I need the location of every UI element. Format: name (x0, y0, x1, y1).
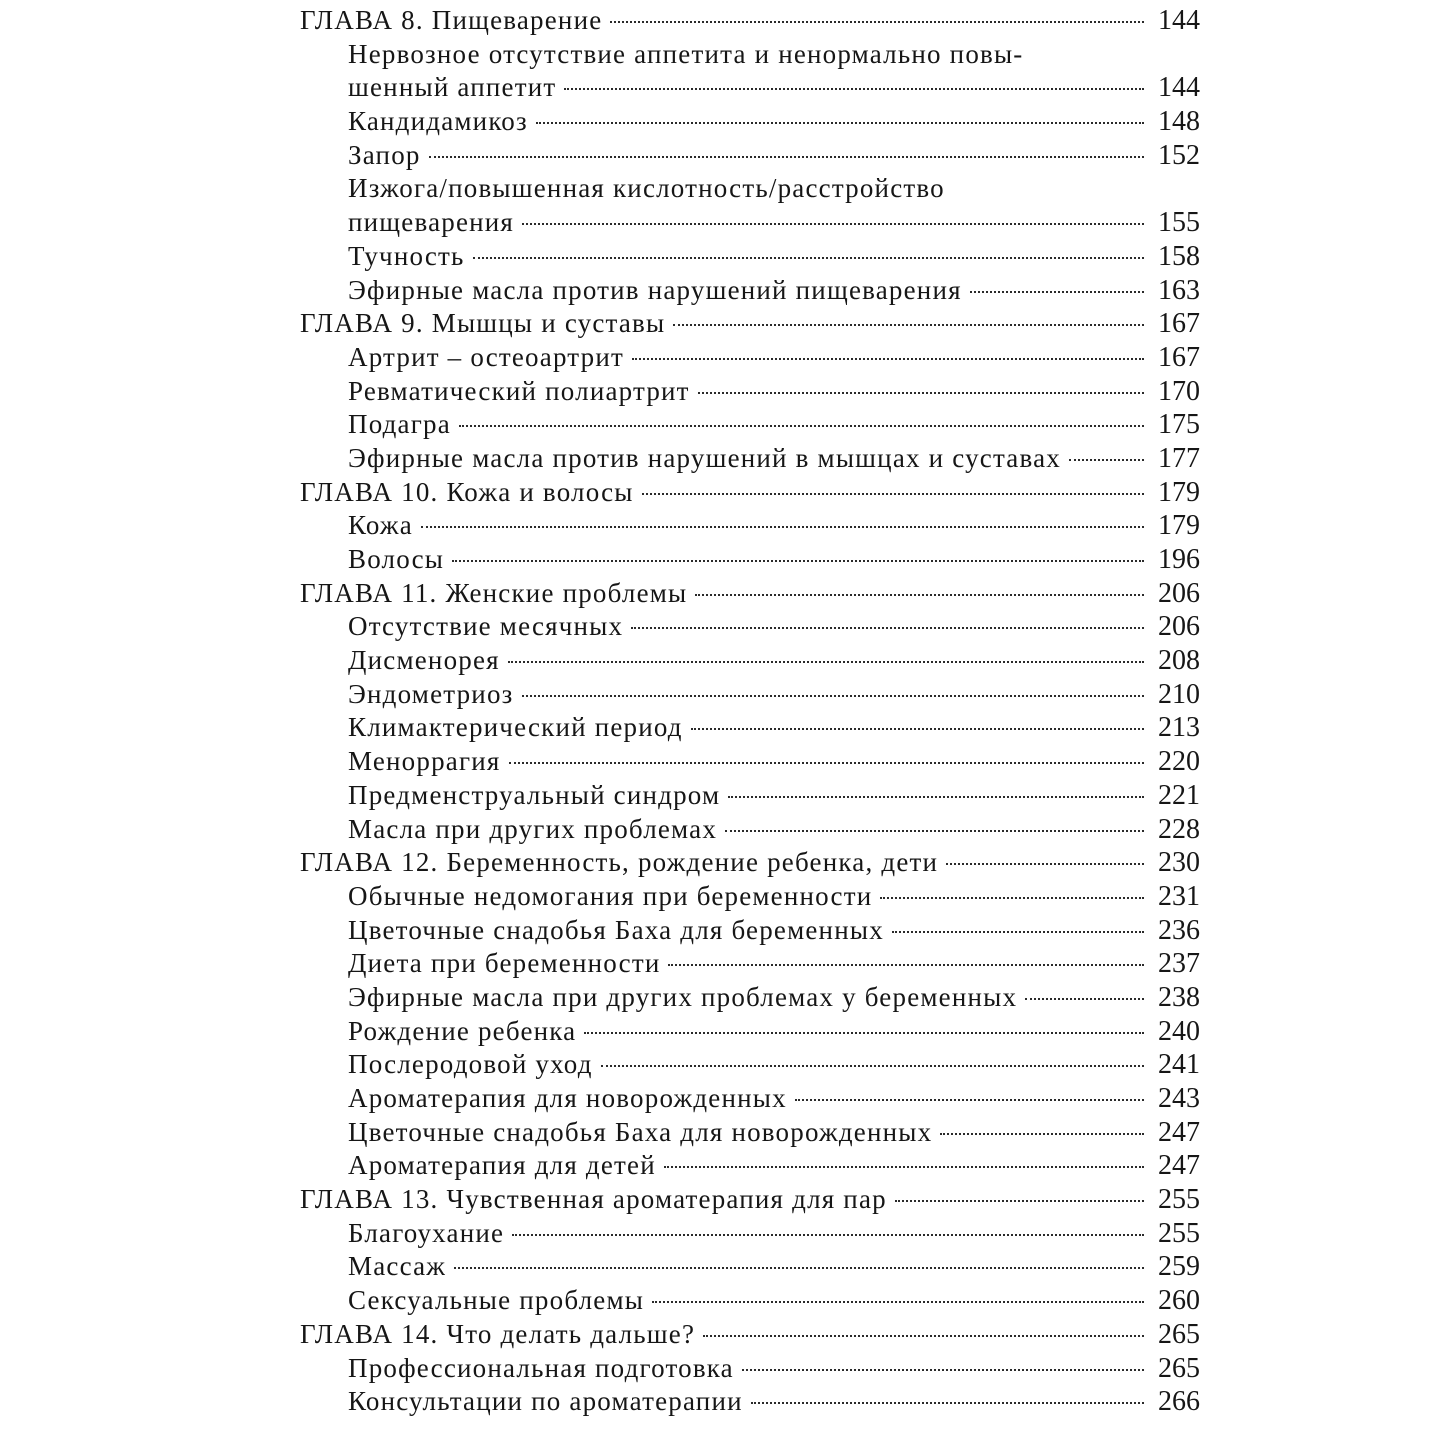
toc-section-row (300, 1284, 1200, 1318)
dot-leader (601, 1065, 1144, 1067)
dot-leader (632, 358, 1144, 360)
dot-leader (631, 627, 1144, 629)
toc-section-row (300, 1116, 1200, 1150)
toc-chapter-row (300, 476, 1200, 510)
toc-entry (348, 206, 1144, 240)
table-of-contents (300, 4, 1200, 1419)
toc-page-number: 175 (1158, 409, 1200, 441)
toc-page-number: 206 (1158, 577, 1200, 609)
toc-entry-title: Цветочные снадобья Баха для беременных (348, 914, 884, 945)
toc-page-number: 179 (1158, 476, 1200, 508)
toc-entry (348, 274, 1144, 308)
dot-leader (742, 1369, 1144, 1371)
dot-leader (522, 695, 1144, 697)
toc-section-row (300, 105, 1200, 139)
toc-page-number: 179 (1158, 510, 1200, 542)
toc-chapter-row (300, 577, 1200, 611)
toc-entry (300, 1183, 1144, 1217)
toc-page-number: 158 (1158, 240, 1200, 272)
toc-page-number: 228 (1158, 813, 1200, 845)
toc-entry-title: Ревматический полиартрит (348, 375, 690, 406)
toc-page-number: 152 (1158, 139, 1200, 171)
dot-leader (652, 1301, 1144, 1303)
toc-page-number: 170 (1158, 375, 1200, 407)
toc-entry (348, 240, 1144, 274)
toc-entry-title: Отсутствие месячных (348, 611, 624, 642)
toc-section-row (300, 813, 1200, 847)
toc-page-number: 259 (1158, 1251, 1200, 1283)
toc-entry-title: Обычные недомогания при беременности (348, 880, 873, 911)
toc-entry-title: ГЛАВА 14. Что делать дальше? (300, 1318, 696, 1349)
toc-section-row (300, 1149, 1200, 1183)
toc-entry (348, 711, 1144, 745)
toc-entry (348, 1116, 1144, 1150)
toc-page-number: 247 (1158, 1150, 1200, 1182)
dot-leader (946, 863, 1144, 865)
dot-leader (668, 964, 1144, 966)
toc-page-number: 163 (1158, 274, 1200, 306)
dot-leader (673, 324, 1144, 326)
dot-leader (1025, 998, 1144, 1000)
toc-entry-title: Рождение ребенка (348, 1015, 577, 1046)
toc-entry (348, 139, 1144, 173)
toc-entry (348, 1149, 1144, 1183)
dot-leader (452, 560, 1144, 562)
toc-section-row (300, 1385, 1200, 1419)
toc-chapter-row (300, 846, 1200, 880)
dot-leader (564, 88, 1144, 90)
toc-section-row (300, 172, 1200, 239)
dot-leader (642, 493, 1144, 495)
toc-entry (348, 1284, 1144, 1318)
toc-entry-title: Послеродовой уход (348, 1049, 593, 1080)
toc-section-row (300, 408, 1200, 442)
dot-leader (473, 257, 1144, 259)
toc-entry (348, 1385, 1144, 1419)
toc-section-row (300, 375, 1200, 409)
toc-entry-title: Масла при других проблемах (348, 813, 718, 844)
toc-entry (348, 779, 1144, 813)
dot-leader (698, 392, 1144, 394)
toc-page-number: 144 (1158, 4, 1200, 36)
dot-leader (454, 1267, 1144, 1269)
toc-entry-title: Цветочные снадобья Баха для новорожденных (348, 1116, 933, 1147)
toc-section-row (300, 644, 1200, 678)
toc-entry-title: Ароматерапия для детей (348, 1150, 656, 1181)
toc-entry-title: Тучность (348, 240, 465, 271)
toc-section-row (300, 610, 1200, 644)
toc-entry (348, 375, 1144, 409)
dot-leader (970, 291, 1144, 293)
toc-entry-title: Запор (348, 139, 421, 170)
toc-entry (348, 745, 1144, 779)
toc-entry (348, 1352, 1144, 1386)
toc-entry-title: ГЛАВА 12. Беременность, рождение ребенка, дети (300, 847, 939, 878)
toc-entry (348, 509, 1144, 543)
toc-entry (348, 71, 1144, 105)
toc-page-number: 167 (1158, 308, 1200, 340)
toc-entry (300, 476, 1144, 510)
toc-section-row (300, 274, 1200, 308)
toc-entry-title: Эндометриоз (348, 678, 514, 709)
dot-leader (421, 526, 1144, 528)
toc-page-number: 237 (1158, 948, 1200, 980)
dot-leader (695, 594, 1144, 596)
toc-chapter-row (300, 307, 1200, 341)
toc-entry-title: Артрит – остеоартрит (348, 341, 624, 372)
dot-leader (584, 1032, 1144, 1034)
toc-page-number: 231 (1158, 880, 1200, 912)
toc-page-number: 213 (1158, 712, 1200, 744)
toc-entry-title: шенный аппетит (348, 72, 557, 103)
toc-section-row (300, 1352, 1200, 1386)
toc-page-number: 167 (1158, 341, 1200, 373)
dot-leader (725, 830, 1144, 832)
dot-leader (895, 1200, 1144, 1202)
dot-leader (522, 223, 1144, 225)
toc-page-number: 230 (1158, 847, 1200, 879)
dot-leader (728, 796, 1144, 798)
toc-section-row (300, 1250, 1200, 1284)
toc-entry (348, 408, 1144, 442)
toc-entry (300, 1318, 1144, 1352)
toc-section-row (300, 779, 1200, 813)
toc-page-number: 255 (1158, 1217, 1200, 1249)
toc-entry (348, 914, 1144, 948)
toc-entry-title: Эфирные масла при других проблемах у беременных (348, 981, 1018, 1012)
toc-page-number: 210 (1158, 678, 1200, 710)
toc-entry (348, 880, 1144, 914)
dot-leader (751, 1402, 1144, 1404)
toc-page-number: 255 (1158, 1184, 1200, 1216)
toc-section-row (300, 880, 1200, 914)
toc-entry (300, 4, 1144, 38)
dot-leader (892, 931, 1144, 933)
toc-section-row (300, 509, 1200, 543)
toc-page-number: 144 (1158, 72, 1200, 104)
toc-section-row (300, 1217, 1200, 1251)
toc-section-row (300, 1048, 1200, 1082)
toc-entry-title: Диета при беременности (348, 948, 661, 979)
toc-entry-title: Дисменорея (348, 645, 500, 676)
toc-entry (348, 981, 1144, 1015)
toc-section-row (300, 914, 1200, 948)
toc-section-row (300, 38, 1200, 105)
toc-entry (348, 1015, 1144, 1049)
toc-page-number: 148 (1158, 106, 1200, 138)
toc-entry-title: Массаж (348, 1251, 447, 1282)
toc-page-number: 221 (1158, 779, 1200, 811)
toc-page-number: 196 (1158, 544, 1200, 576)
dot-leader (508, 661, 1144, 663)
toc-entry-title: Профессиональная подготовка (348, 1352, 734, 1383)
dot-leader (795, 1099, 1144, 1101)
toc-entry-title: Эфирные масла против нарушений в мышцах и суставах (348, 442, 1061, 473)
toc-entry (348, 105, 1144, 139)
toc-entry (348, 813, 1144, 847)
toc-chapter-row (300, 1183, 1200, 1217)
toc-entry-title: Ароматерапия для новорожденных (348, 1083, 787, 1114)
toc-section-row (300, 240, 1200, 274)
toc-chapter-row (300, 1318, 1200, 1352)
dot-leader (691, 728, 1144, 730)
dot-leader (610, 21, 1144, 23)
dot-leader (880, 897, 1144, 899)
toc-section-row (300, 1082, 1200, 1116)
toc-section-row (300, 543, 1200, 577)
toc-entry (300, 846, 1144, 880)
toc-section-row (300, 341, 1200, 375)
toc-page-number: 236 (1158, 914, 1200, 946)
toc-entry-title: Эфирные масла против нарушений пищеварения (348, 274, 962, 305)
toc-entry-title: Волосы (348, 544, 445, 575)
toc-page-number: 208 (1158, 645, 1200, 677)
toc-entry (348, 678, 1144, 712)
toc-page-number: 243 (1158, 1083, 1200, 1115)
dot-leader (459, 425, 1144, 427)
toc-entry-title: ГЛАВА 13. Чувственная ароматерапия для пар (300, 1184, 887, 1215)
toc-page-number: 238 (1158, 981, 1200, 1013)
toc-entry-title: Сексуальные проблемы (348, 1285, 645, 1316)
toc-page-number: 241 (1158, 1049, 1200, 1081)
toc-section-row (300, 981, 1200, 1015)
toc-page-number: 247 (1158, 1116, 1200, 1148)
dot-leader (429, 156, 1144, 158)
toc-entry (348, 442, 1144, 476)
toc-page-number: 265 (1158, 1318, 1200, 1350)
toc-entry (348, 1082, 1144, 1116)
toc-entry-title: Кандидамикоз (348, 106, 528, 137)
toc-entry-title: Меноррагия (348, 746, 501, 777)
dot-leader (509, 762, 1144, 764)
toc-entry (348, 947, 1144, 981)
toc-entry (348, 610, 1144, 644)
toc-section-row (300, 1015, 1200, 1049)
toc-entry (300, 577, 1144, 611)
dot-leader (536, 122, 1144, 124)
toc-entry-title: ГЛАВА 9. Мышцы и суставы (300, 308, 666, 339)
toc-entry-title: ГЛАВА 8. Пищеварение (300, 5, 603, 35)
toc-entry-title: Климактерический период (348, 712, 683, 743)
toc-page-number: 177 (1158, 442, 1200, 474)
toc-entry-title: пищеварения (348, 207, 515, 238)
toc-entry (348, 543, 1144, 577)
toc-page-number: 260 (1158, 1285, 1200, 1317)
dot-leader (1069, 459, 1144, 461)
toc-page-number: 206 (1158, 611, 1200, 643)
toc-page-number: 240 (1158, 1015, 1200, 1047)
toc-entry-title-line1: Нервозное отсутствие аппетита и ненормально повы- (348, 38, 1024, 69)
toc-entry (348, 1217, 1144, 1251)
toc-entry-title: Благоухание (348, 1217, 505, 1248)
toc-page-number: 266 (1158, 1386, 1200, 1418)
toc-entry-title: Подагра (348, 409, 451, 440)
toc-entry-title: ГЛАВА 10. Кожа и волосы (300, 476, 634, 507)
toc-entry (348, 341, 1144, 375)
toc-page-number: 265 (1158, 1352, 1200, 1384)
toc-entry-title-line1: Изжога/повышенная кислотность/расстройство (348, 173, 945, 204)
toc-entry (348, 644, 1144, 678)
toc-page-number: 220 (1158, 746, 1200, 778)
dot-leader (940, 1133, 1144, 1135)
toc-section-row (300, 139, 1200, 173)
dot-leader (664, 1166, 1144, 1168)
toc-entry (300, 307, 1144, 341)
toc-section-row (300, 678, 1200, 712)
toc-entry-title: Консультации по ароматерапии (348, 1386, 743, 1417)
toc-entry-title: ГЛАВА 11. Женские проблемы (300, 577, 688, 608)
toc-section-row (300, 745, 1200, 779)
toc-section-row (300, 711, 1200, 745)
dot-leader (512, 1234, 1144, 1236)
toc-entry-title: Предменструальный синдром (348, 779, 721, 810)
toc-entry (348, 1048, 1144, 1082)
dot-leader (703, 1335, 1144, 1337)
toc-chapter-row (300, 4, 1200, 38)
toc-page-number: 155 (1158, 207, 1200, 239)
toc-entry (348, 1250, 1144, 1284)
toc-section-row (300, 947, 1200, 981)
toc-entry-title: Кожа (348, 510, 413, 541)
toc-section-row (300, 442, 1200, 476)
